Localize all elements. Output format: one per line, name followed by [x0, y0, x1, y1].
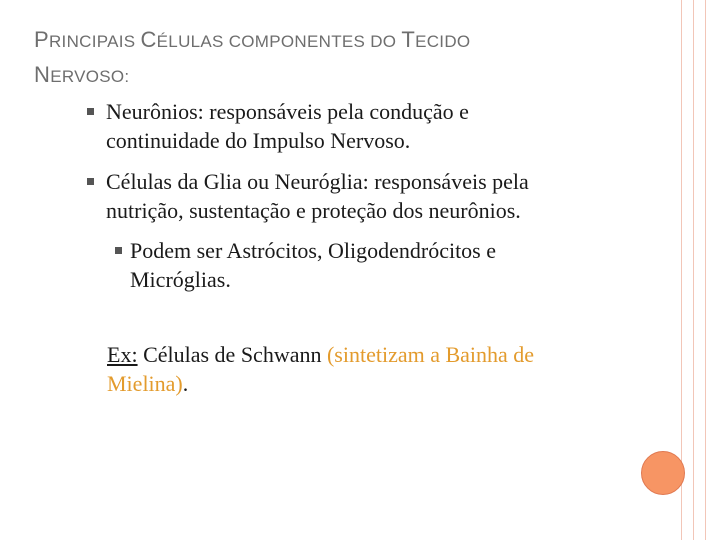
example-label: Ex:: [107, 342, 138, 367]
sub-bullet-item: [130, 236, 496, 294]
bullet-text: Podem ser Astrócitos, Oligodendrócitos e: [130, 238, 497, 263]
example-text: .: [182, 371, 189, 396]
title-line-2: [34, 59, 634, 94]
example-paragraph: [107, 340, 647, 398]
title-text: T: [401, 27, 416, 52]
bullet-text: continuidade do Impulso Nervoso.: [106, 128, 411, 153]
slide-title: [34, 24, 634, 94]
decorative-circle: [641, 451, 685, 495]
title-text: ERVOSO:: [50, 67, 130, 86]
bullet-square-icon: [87, 178, 94, 185]
title-text: P: [34, 27, 49, 52]
decorative-rule: [705, 0, 706, 540]
title-text: RINCIPAIS: [48, 32, 141, 51]
title-text: ECIDO: [415, 32, 471, 51]
title-text: N: [34, 62, 51, 87]
bullet-text: Células da Glia ou Neuróglia: responsáveis pela: [106, 169, 529, 194]
bullet-text: Micróglias.: [130, 267, 231, 292]
bullet-item: [106, 167, 529, 225]
decorative-rule: [693, 0, 694, 540]
example-highlight: Mielina): [107, 371, 183, 396]
decorative-rule: [681, 0, 682, 540]
bullet-text: Neurônios: responsáveis pela condução e: [106, 99, 469, 124]
bullet-square-icon: [87, 108, 94, 115]
title-text: C: [140, 27, 157, 52]
sub-bullet-square-icon: [115, 247, 122, 254]
bullet-text: nutrição, sustentação e proteção dos neurônios.: [106, 198, 521, 223]
title-line-1: [34, 24, 634, 59]
title-text: ÉLULAS COMPONENTES DO: [156, 32, 402, 51]
example-text: Células de Schwann: [137, 342, 327, 367]
example-highlight: (sintetizam a Bainha de: [326, 342, 535, 367]
bullet-item: [106, 97, 469, 155]
